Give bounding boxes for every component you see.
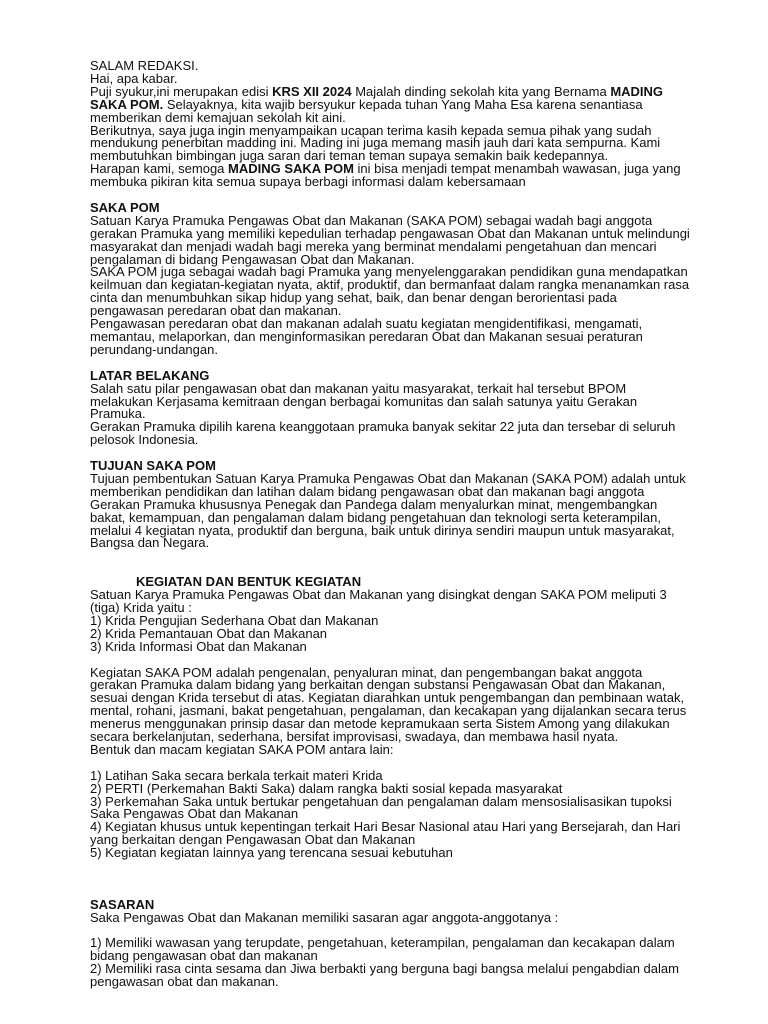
mading-name: MADING SAKA POM (228, 161, 354, 177)
saka-pom-heading: SAKA POM (90, 199, 160, 215)
salam-heading: SALAM REDAKSI. (90, 58, 199, 73)
salam-paragraph-2: Berikutnya, saya juga ingin menyampaikan ucapan terima kasih kepada semua pihak yang sudah mendukung penerbitan madding ini. Mading ini juga memang masih jauh dari kata sempurna. Kami membutuhkan bimbingan juga saran dari teman teman supaya semakin baik kedepannya. (90, 122, 661, 164)
document-page (90, 60, 690, 989)
spacer (90, 189, 690, 202)
kegiatan-heading: KEGIATAN DAN BENTUK KEGIATAN (136, 574, 362, 590)
tujuan-paragraph-1: Tujuan pembentukan Satuan Karya Pramuka Pengawas Obat dan Makanan (SAKA POM) adalah untuk memberikan pendidikan dan latihan dalam bidang pengawasan obat dan makanan bagi anggota Gerakan Pramuka khususnya Penegak dan Pandega dalam menyalurkan minat, mengembangkan bakat, kemampuan, dan pengalaman dalam bidang pengetahuan dan teknologi serta keterampilan, melalui 4 kegiatan nyata, produktif dan berguna, baik untuk dirinya sendiri maupun untuk masyarakat, Bangsa dan Negara. (90, 470, 686, 551)
saka-pom-paragraph-1: Satuan Karya Pramuka Pengawas Obat dan Makanan (SAKA POM) sebagai wadah bagi anggota gerakan Pramuka yang memiliki kepedulian terhadap pengawasan Obat dan Makanan untuk melindungi masyarakat dan menjadi wadah bagi mereka yang berminat mendalami pengetahuan dan mencari pengalaman di bidang Pengawasan Obat dan Makanan. (90, 212, 690, 267)
kegiatan-paragraph-3: Bentuk dan macam kegiatan SAKA POM antara lain: (90, 741, 394, 757)
saka-pom-section (90, 199, 690, 357)
list-item: 4) Kegiatan khusus untuk kepentingan terkait Hari Besar Nasional atau Hari yang Bersejarah, dan Hari yang berkaitan dengan Pengawasan Obat dan Makanan (90, 819, 681, 848)
latar-paragraph-2: Gerakan Pramuka dipilih karena keanggotaan pramuka banyak sekitar 22 juta dan tersebar di seluruh pelosok Indonesia. (90, 419, 676, 448)
list-item: 1) Krida Pengujian Sederhana Obat dan Makanan (90, 612, 379, 628)
saka-pom-paragraph-3: Pengawasan peredaran obat dan makanan adalah suatu kegiatan mengidentifikasi, mengamati, memantau, melaporkan, dan menginformasikan peredaran Obat dan Makanan sesuai peraturan perundang-undangan. (90, 316, 643, 357)
sasaran-list (90, 937, 690, 989)
list-item: 5) Kegiatan kegiatan lainnya yang terencana sesuai kebutuhan (90, 845, 453, 861)
tujuan-heading: TUJUAN SAKA POM (90, 458, 216, 474)
sasaran-intro: Saka Pengawas Obat dan Makanan memiliki sasaran agar anggota-anggotanya : (90, 909, 559, 925)
list-item: 2) Memiliki rasa cinta sesama dan Jiwa berbakti yang berguna bagi bangsa melalui pengabdian dalam pengawasan obat dan makanan. (90, 961, 679, 990)
latar-heading: LATAR BELAKANG (90, 367, 210, 383)
list-item: 2) PERTI (Perkemahan Bakti Saka) dalam rangka bakti sosial kepada masyarakat (90, 780, 563, 796)
kegiatan-section (90, 576, 690, 860)
salam-paragraph-1 (90, 83, 690, 125)
salam-greeting: Hai, apa kabar. (90, 70, 178, 86)
list-item: 1) Latihan Saka secara berkala terkait materi Krida (90, 767, 383, 783)
text-run: Selayaknya, kita wajib bersyukur kepada tuhan Yang Maha Esa karena senantiasa memberikan demi kemajuan sekolah kit aini. (90, 96, 643, 125)
list-item: 2) Krida Pemantauan Obat dan Makanan (90, 625, 328, 641)
text-run: Puji syukur,ini merupakan edisi (90, 83, 273, 99)
tujuan-section (90, 460, 690, 550)
sasaran-section (90, 896, 690, 990)
saka-pom-paragraph-2: SAKA POM juga sebagai wadah bagi Pramuka yang menyelenggarakan pendidikan guna mendapatkan keilmuan dan kegiatan-kegiatan nyata, aktif, produktif, dan bermanfaat dalam rangka menanamkan rasa cinta dan menumbuhkan sikap hidup yang sehat, baik, dan benar dengan berorientasi pada pengawasan peredaran obat dan makanan. (90, 264, 690, 319)
krida-list (90, 612, 690, 654)
latar-belakang-section (90, 367, 690, 448)
latar-paragraph-1: Salah satu pilar pengawasan obat dan makanan yaitu masyarakat, terkait hal tersebut BPOM melakukan Kerjasama kemitraan dengan berbagai komunitas dan salah satunya yaitu Gerakan Pramuka. (90, 380, 638, 422)
spacer (90, 886, 690, 899)
list-item: 1) Memiliki wawasan yang terupdate, pengetahuan, keterampilan, pengalaman dan kecakapan dalam bidang pengawasan obat dan makanan (90, 935, 675, 964)
list-item: 3) Perkemahan Saka untuk bertukar pengetahuan dan pengalaman dalam mensosialisasikan tupoksi Saka Pengawas Obat dan Makanan (90, 793, 672, 822)
text-run: ini bisa menjadi tempat menambah wawasan, juga yang membuka pikiran kita semua supaya berbagi informasi dalam kebersamaan (90, 161, 681, 190)
text-run: Harapan kami, semoga (90, 161, 229, 177)
spacer (90, 860, 690, 886)
bentuk-list (90, 767, 690, 861)
mading-name: MADING SAKA POM. (90, 83, 664, 112)
sasaran-heading: SASARAN (90, 896, 155, 912)
list-item: 3) Krida Informasi Obat dan Makanan (90, 638, 307, 654)
salam-redaksi-section (90, 60, 690, 189)
spacer (90, 550, 690, 576)
text-run: Majalah dinding sekolah kita yang Bernama (351, 83, 611, 99)
edition-name: KRS XII 2024 (272, 83, 352, 99)
kegiatan-intro: Satuan Karya Pramuka Pengawas Obat dan Makanan yang disingkat dengan SAKA POM meliputi 3 (tiga) Krida yaitu : (90, 587, 667, 615)
kegiatan-paragraph-2: Kegiatan SAKA POM adalah pengenalan, penyaluran minat, dan pengembangan bakat anggota gerakan Pramuka dalam bidang yang berkaitan dengan substansi Pengawasan Obat dan Makanan, sesuai dengan Krida tersebut di atas. Kegiatan diarahkan untuk pengembangan dan pembinaan watak, mental, rohani, jasmani, bakat pengetahuan, pengalaman, dan kecakapan yang dijalankan secara terus menerus menggunakan prinsip dasar dan metode kepramukaan serta Sistem Among yang dilakukan secara berkelanjutan, sederhana, bersifat improvisasi, swadaya, dan membawa hasil nyata. (90, 664, 687, 745)
salam-paragraph-3 (90, 163, 690, 189)
